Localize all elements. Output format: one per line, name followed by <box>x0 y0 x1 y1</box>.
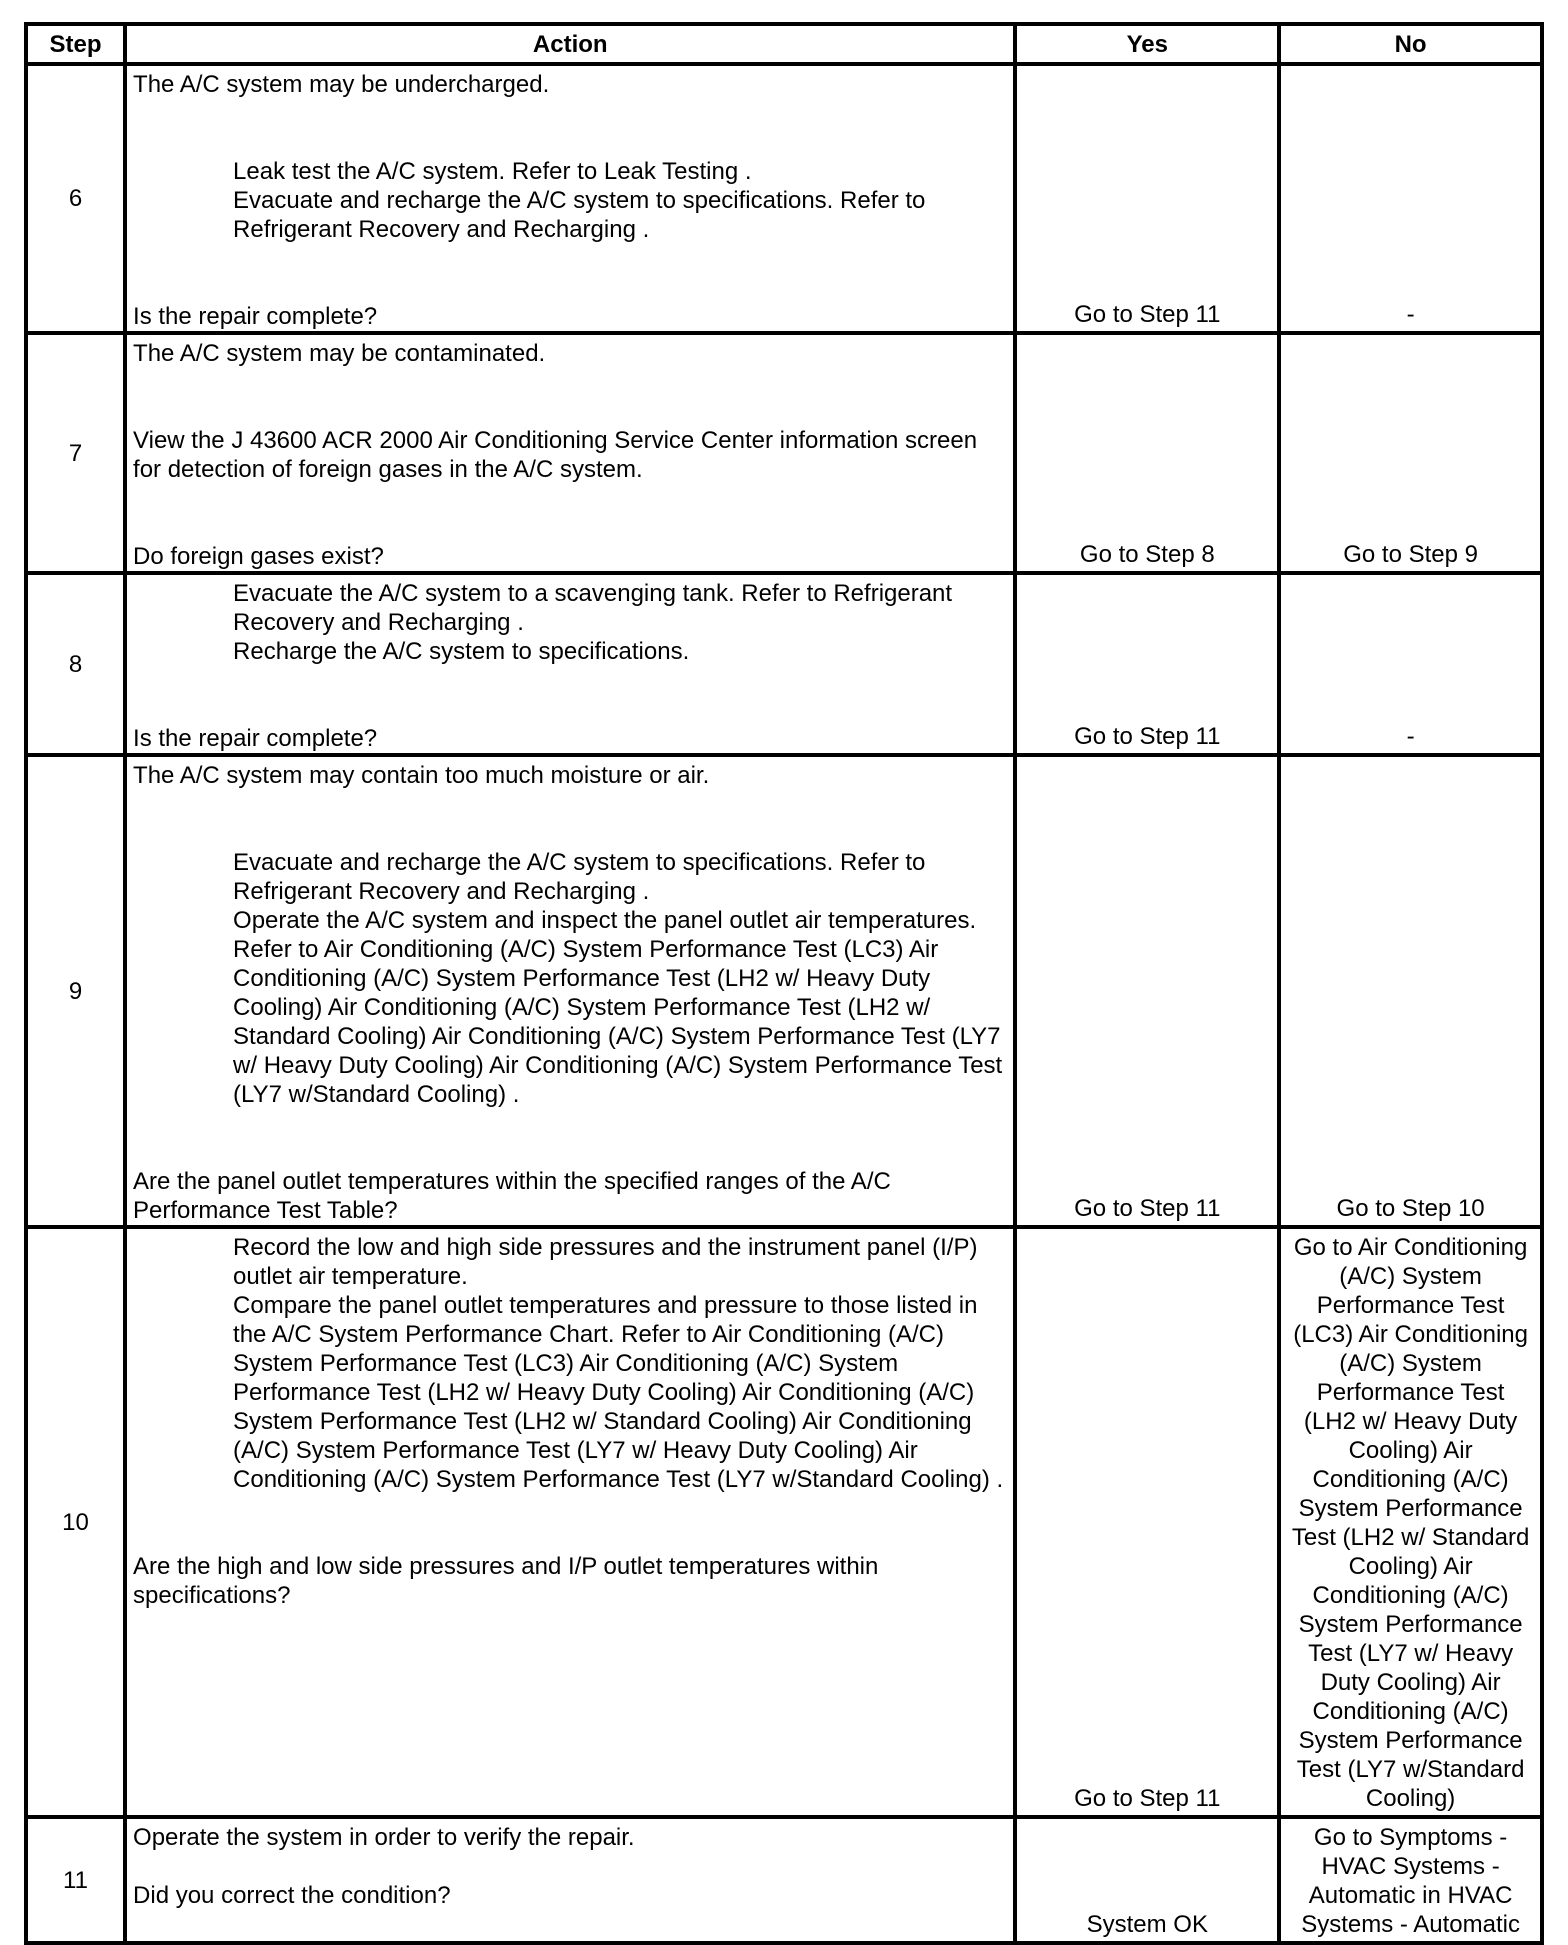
yes-cell: System OK <box>1015 1817 1279 1943</box>
action-item: Leak test the A/C system. Refer to Leak Testing . <box>233 158 752 185</box>
step-number: 11 <box>26 1817 125 1943</box>
table-row-step-10 <box>26 1227 1542 1817</box>
header-yes: Yes <box>1015 24 1279 64</box>
header-step: Step <box>26 24 125 64</box>
action-question: Are the panel outlet temperatures within the specified ranges of the A/C Performance Test Table? <box>133 1168 891 1224</box>
table-row-step-6 <box>26 64 1542 333</box>
header-row <box>26 24 1542 64</box>
action-item: Recharge the A/C system to specifications. <box>233 638 690 665</box>
step-number: 7 <box>26 333 125 573</box>
action-cell <box>125 1817 1015 1943</box>
step-number: 8 <box>26 573 125 755</box>
no-cell: Go to Step 9 <box>1279 333 1542 573</box>
action-intro: The A/C system may be contaminated. <box>133 340 546 367</box>
yes-cell: Go to Step 11 <box>1015 64 1279 333</box>
action-cell <box>125 64 1015 333</box>
action-cell <box>125 1227 1015 1817</box>
yes-cell: Go to Step 11 <box>1015 755 1279 1227</box>
action-body: View the J 43600 ACR 2000 Air Conditioning Service Center information screen for detection of foreign gases in the A/C system. <box>133 427 978 483</box>
action-intro: The A/C system may contain too much moisture or air. <box>133 762 710 789</box>
table-row-step-8 <box>26 573 1542 755</box>
diagnostic-table-container <box>24 22 1544 1945</box>
no-cell: Go to Air Conditioning (A/C) System Performance Test (LC3) Air Conditioning (A/C) System Performance Test (LH2 w/ Heavy Duty Cooling) Air Conditioning (A/C) System Performance Test (LH2 w/ Standard Cooling) Air Conditioning (A/C) System Performance Test (LY7 w/ Heavy Duty Cooling) Air Conditioning (A/C) System Performance Test (LY7 w/Standard Cooling) <box>1279 1227 1542 1817</box>
action-item: Evacuate the A/C system to a scavenging tank. Refer to Refrigerant Recovery and Recharging . <box>233 580 953 636</box>
action-item: Evacuate and recharge the A/C system to specifications. Refer to Refrigerant Recovery and Recharging . <box>233 187 926 243</box>
action-cell <box>125 333 1015 573</box>
table-row-step-9 <box>26 755 1542 1227</box>
action-cell <box>125 573 1015 755</box>
no-cell: Go to Symptoms - HVAC Systems - Automatic in HVAC Systems - Automatic <box>1279 1817 1542 1943</box>
action-cell <box>125 755 1015 1227</box>
step-number: 6 <box>26 64 125 333</box>
action-question: Are the high and low side pressures and I/P outlet temperatures within specifications? <box>133 1553 879 1609</box>
action-question: Is the repair complete? <box>133 303 378 330</box>
no-cell: Go to Step 10 <box>1279 755 1542 1227</box>
no-cell: - <box>1279 64 1542 333</box>
table-row-step-7 <box>26 333 1542 573</box>
action-item: Compare the panel outlet temperatures and pressure to those listed in the A/C System Performance Chart. Refer to Air Conditioning (A/C) System Performance Test (LC3) Air Conditioning (A/C) System Performance Test (LH2 w/ Heavy Duty Cooling) Air Conditioning (A/C) System Performance Test (LH2 w/ Standard Cooling) Air Conditioning (A/C) System Performance Test (LY7 w/ Heavy Duty Cooling) Air Conditioning (A/C) System Performance Test (LY7 w/Standard Cooling) . <box>233 1292 1004 1493</box>
diagnostic-table <box>24 22 1544 1945</box>
yes-cell: Go to Step 11 <box>1015 1227 1279 1817</box>
action-intro: The A/C system may be undercharged. <box>133 71 550 98</box>
header-action: Action <box>125 24 1015 64</box>
no-cell: - <box>1279 573 1542 755</box>
action-intro: Operate the system in order to verify the repair. <box>133 1824 635 1851</box>
step-number: 9 <box>26 755 125 1227</box>
action-question: Is the repair complete? <box>133 725 378 752</box>
yes-cell: Go to Step 8 <box>1015 333 1279 573</box>
header-no: No <box>1279 24 1542 64</box>
action-item: Evacuate and recharge the A/C system to specifications. Refer to Refrigerant Recovery and Recharging . <box>233 849 926 905</box>
step-number: 10 <box>26 1227 125 1817</box>
action-question: Did you correct the condition? <box>133 1882 451 1909</box>
action-question: Do foreign gases exist? <box>133 543 384 570</box>
yes-cell: Go to Step 11 <box>1015 573 1279 755</box>
action-item: Operate the A/C system and inspect the panel outlet air temperatures. Refer to Air Conditioning (A/C) System Performance Test (LC3) Air Conditioning (A/C) System Performance Test (LH2 w/ Heavy Duty Cooling) Air Conditioning (A/C) System Performance Test (LH2 w/ Standard Cooling) Air Conditioning (A/C) System Performance Test (LY7 w/ Heavy Duty Cooling) Air Conditioning (A/C) System Performance Test (LY7 w/Standard Cooling) . <box>233 907 1003 1108</box>
table-row-step-11 <box>26 1817 1542 1943</box>
action-item: Record the low and high side pressures and the instrument panel (I/P) outlet air temperature. <box>233 1234 978 1290</box>
